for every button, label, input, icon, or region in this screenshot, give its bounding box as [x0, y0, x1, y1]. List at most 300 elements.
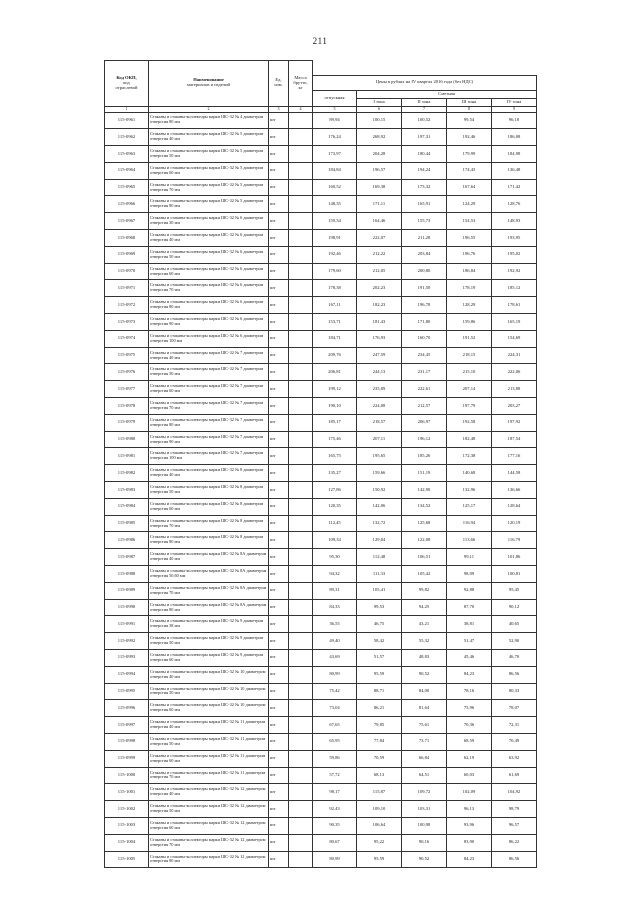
- table-body: [105, 112, 537, 868]
- row-release-price: 80,99: [313, 851, 357, 868]
- row-code: 115-0962: [105, 129, 149, 146]
- row-code: 115-0975: [105, 347, 149, 364]
- row-zone1-price: 115,87: [357, 784, 402, 801]
- row-zone4-price: 78,07: [492, 700, 537, 717]
- row-name: Стаканы и стаканы-коллекторы марки ШС-32 № 6 диаметром отверстия 80 мм: [149, 297, 269, 314]
- row-release-price: 159,34: [313, 213, 357, 230]
- row-zone4-price: 193,95: [492, 230, 537, 247]
- row-zone2-price: 125,68: [402, 515, 447, 532]
- table-row: [105, 750, 537, 767]
- row-zone3-price: 113,66: [447, 532, 492, 549]
- row-unit: шт: [269, 230, 289, 247]
- col-number: 8: [447, 106, 492, 112]
- row-release-price: 178,38: [313, 280, 357, 297]
- row-zone2-price: 191,50: [402, 280, 447, 297]
- row-zone2-price: 90,16: [402, 834, 447, 851]
- row-zone3-price: 92,88: [447, 582, 492, 599]
- row-zone1-price: 169,38: [357, 179, 402, 196]
- table-row: [105, 767, 537, 784]
- row-zone2-price: 100,52: [402, 112, 447, 129]
- row-zone4-price: 165,19: [492, 314, 537, 331]
- row-name: Стаканы и стаканы-коллекторы марки ШС-32 № 8А диаметром отверстия 80 мм: [149, 599, 269, 616]
- row-mass: [289, 717, 313, 734]
- row-zone1-price: 77,84: [357, 733, 402, 750]
- table-row: [105, 230, 537, 247]
- row-code: 115-0973: [105, 314, 149, 331]
- row-zone4-price: 90,12: [492, 599, 537, 616]
- row-zone4-price: 80,33: [492, 683, 537, 700]
- row-zone1-price: 150,92: [357, 482, 402, 499]
- row-unit: шт: [269, 515, 289, 532]
- row-mass: [289, 230, 313, 247]
- row-code: 115-0971: [105, 280, 149, 297]
- row-code: 115-0990: [105, 599, 149, 616]
- row-zone1-price: 159,66: [357, 465, 402, 482]
- row-zone2-price: 64,51: [402, 767, 447, 784]
- row-mass: [289, 364, 313, 381]
- row-zone2-price: 103,31: [402, 801, 447, 818]
- row-unit: шт: [269, 801, 289, 818]
- row-release-price: 49,40: [313, 633, 357, 650]
- price-table: [104, 60, 537, 868]
- row-mass: [289, 498, 313, 515]
- row-unit: шт: [269, 817, 289, 834]
- row-release-price: 94,32: [313, 566, 357, 583]
- row-release-price: 184,71: [313, 330, 357, 347]
- row-zone1-price: 112,48: [357, 549, 402, 566]
- row-zone2-price: 197,31: [402, 129, 447, 146]
- row-mass: [289, 213, 313, 230]
- row-zone2-price: 196,12: [402, 431, 447, 448]
- table-row: [105, 364, 537, 381]
- row-name: Стаканы и стаканы-коллекторы марки ШС-32 № 9 диаметром отверстия 38 мм: [149, 616, 269, 633]
- table-row: [105, 431, 537, 448]
- row-zone1-price: 207,11: [357, 431, 402, 448]
- row-zone2-price: 55,32: [402, 633, 447, 650]
- row-mass: [289, 398, 313, 415]
- row-name: Стаканы и стаканы-коллекторы марки ШС-32 № 9 диаметром отверстия 60 мм: [149, 650, 269, 667]
- row-zone2-price: 99,82: [402, 582, 447, 599]
- row-mass: [289, 851, 313, 868]
- row-name: Стаканы и стаканы-коллекторы марки ШС-32 № 7 диаметром отверстия 100 мм: [149, 448, 269, 465]
- row-release-price: 89,31: [313, 582, 357, 599]
- row-unit: шт: [269, 179, 289, 196]
- row-zone1-price: 99,53: [357, 599, 402, 616]
- row-unit: шт: [269, 196, 289, 213]
- row-zone4-price: 120,19: [492, 515, 537, 532]
- row-release-price: 179,60: [313, 263, 357, 280]
- row-mass: [289, 465, 313, 482]
- table-row: [105, 599, 537, 616]
- col-number: 7: [402, 106, 447, 112]
- row-name: Стаканы и стаканы-коллекторы марки ШС-32 № 10 диаметром отверстия 60 мм: [149, 700, 269, 717]
- row-zone1-price: 109,10: [357, 801, 402, 818]
- row-mass: [289, 683, 313, 700]
- row-zone3-price: 179,99: [447, 146, 492, 163]
- row-release-price: 43,69: [313, 650, 357, 667]
- row-mass: [289, 515, 313, 532]
- col-number: 1: [105, 106, 149, 112]
- table-row: [105, 398, 537, 415]
- col-number: 5: [313, 106, 357, 112]
- header-mass: Масса брутто, кг: [289, 61, 313, 107]
- row-zone1-price: 70,59: [357, 750, 402, 767]
- row-name: Стаканы и стаканы-коллекторы марки ШС-32 № 8 диаметром отверстия 60 мм: [149, 498, 269, 515]
- row-unit: шт: [269, 448, 289, 465]
- row-unit: шт: [269, 364, 289, 381]
- row-unit: шт: [269, 750, 289, 767]
- row-zone3-price: 192,46: [447, 129, 492, 146]
- row-zone1-price: 212,22: [357, 246, 402, 263]
- row-zone2-price: 84,00: [402, 683, 447, 700]
- col-number: 3: [269, 106, 289, 112]
- row-zone3-price: 45,46: [447, 650, 492, 667]
- row-zone4-price: 195,02: [492, 246, 537, 263]
- row-name: Стаканы и стаканы-коллекторы марки ШС-32 № 12 диаметром отверстия 50 мм: [149, 801, 269, 818]
- row-zone2-price: 73,71: [402, 733, 447, 750]
- row-zone2-price: 100,98: [402, 817, 447, 834]
- table-row: [105, 549, 537, 566]
- row-code: 115-1005: [105, 851, 149, 868]
- row-name: Стаканы и стаканы-коллекторы марки ШС-32 № 8А диаметром отверстия 50,60 мм: [149, 566, 269, 583]
- row-zone1-price: 268,92: [357, 129, 402, 146]
- row-zone2-price: 151,19: [402, 465, 447, 482]
- row-zone1-price: 224,08: [357, 398, 402, 415]
- table-row: [105, 196, 537, 213]
- table-row: [105, 314, 537, 331]
- row-zone4-price: 116,79: [492, 532, 537, 549]
- row-name: Стаканы и стаканы-коллекторы марки ШС-32 № 10 диаметром отверстия 40 мм: [149, 666, 269, 683]
- row-release-price: 206,81: [313, 364, 357, 381]
- table-row: [105, 179, 537, 196]
- row-release-price: 190,10: [313, 398, 357, 415]
- row-code: 115-0997: [105, 717, 149, 734]
- row-mass: [289, 179, 313, 196]
- row-unit: шт: [269, 633, 289, 650]
- row-unit: шт: [269, 414, 289, 431]
- row-zone4-price: 100,81: [492, 566, 537, 583]
- row-mass: [289, 633, 313, 650]
- row-zone2-price: 66,84: [402, 750, 447, 767]
- row-code: 115-0991: [105, 616, 149, 633]
- row-zone1-price: 204,28: [357, 146, 402, 163]
- row-zone3-price: 167,64: [447, 179, 492, 196]
- row-zone1-price: 176,93: [357, 330, 402, 347]
- row-name: Стаканы и стаканы-коллекторы марки ШС-32 № 8А диаметром отверстия 40 мм: [149, 549, 269, 566]
- row-zone2-price: 180,44: [402, 146, 447, 163]
- row-release-price: 67,65: [313, 717, 357, 734]
- row-zone2-price: 43,21: [402, 616, 447, 633]
- row-name: Стаканы и стаканы-коллекторы марки ШС-32 № 6 диаметром отверстия 30 мм: [149, 213, 269, 230]
- row-release-price: 65,95: [313, 733, 357, 750]
- table-row: [105, 414, 537, 431]
- row-code: 115-0989: [105, 582, 149, 599]
- row-zone3-price: 70,36: [447, 717, 492, 734]
- header-zone3: III зона: [447, 98, 492, 106]
- row-zone3-price: 191,52: [447, 330, 492, 347]
- row-zone1-price: 95,22: [357, 834, 402, 851]
- row-name: Стаканы и стаканы-коллекторы марки ШС-32 № 7 диаметром отверстия 70 мм: [149, 398, 269, 415]
- row-release-price: 165,75: [313, 448, 357, 465]
- row-code: 115-1000: [105, 767, 149, 784]
- row-zone2-price: 173,32: [402, 179, 447, 196]
- row-unit: шт: [269, 616, 289, 633]
- row-zone2-price: 81,64: [402, 700, 447, 717]
- row-unit: шт: [269, 297, 289, 314]
- col-number: 6: [357, 106, 402, 112]
- row-zone2-price: 122,08: [402, 532, 447, 549]
- row-zone2-price: 206,97: [402, 414, 447, 431]
- row-zone1-price: 106,64: [357, 817, 402, 834]
- row-zone3-price: 116,94: [447, 515, 492, 532]
- row-unit: шт: [269, 431, 289, 448]
- row-zone3-price: 75,96: [447, 700, 492, 717]
- row-zone2-price: 90,52: [402, 851, 447, 868]
- row-zone3-price: 96,13: [447, 801, 492, 818]
- row-unit: шт: [269, 129, 289, 146]
- header-release: отпускная: [313, 90, 357, 106]
- row-unit: шт: [269, 280, 289, 297]
- row-name: Стаканы и стаканы-коллекторы марки ШС-32 № 12 диаметром отверстия 40 мм: [149, 784, 269, 801]
- row-code: 115-0999: [105, 750, 149, 767]
- row-zone3-price: 68,59: [447, 733, 492, 750]
- row-name: Стаканы и стаканы-коллекторы марки ШС-32 № 5 диаметром отверстия 70 мм: [149, 179, 269, 196]
- row-zone4-price: 186,08: [492, 129, 537, 146]
- row-mass: [289, 196, 313, 213]
- row-release-price: 92,43: [313, 801, 357, 818]
- table-row: [105, 650, 537, 667]
- row-code: 115-0970: [105, 263, 149, 280]
- row-zone1-price: 132,72: [357, 515, 402, 532]
- row-unit: шт: [269, 347, 289, 364]
- row-zone4-price: 184,98: [492, 146, 537, 163]
- header-zone2: II зона: [402, 98, 447, 106]
- row-mass: [289, 112, 313, 129]
- row-zone4-price: 203,27: [492, 398, 537, 415]
- row-name: Стаканы и стаканы-коллекторы марки ШС-32 № 10 диаметром отверстия 50 мм: [149, 683, 269, 700]
- row-zone2-price: 222,61: [402, 381, 447, 398]
- row-mass: [289, 817, 313, 834]
- row-zone4-price: 224,31: [492, 347, 537, 364]
- row-unit: шт: [269, 112, 289, 129]
- row-mass: [289, 650, 313, 667]
- table-row: [105, 263, 537, 280]
- row-code: 115-1003: [105, 817, 149, 834]
- row-release-price: 209,76: [313, 347, 357, 364]
- row-release-price: 90,35: [313, 817, 357, 834]
- row-zone3-price: 192,58: [447, 414, 492, 431]
- row-mass: [289, 246, 313, 263]
- row-release-price: 192,46: [313, 246, 357, 263]
- table-row: [105, 498, 537, 515]
- row-zone1-price: 88,71: [357, 683, 402, 700]
- row-unit: шт: [269, 717, 289, 734]
- col-number: 2: [149, 106, 269, 112]
- row-unit: шт: [269, 498, 289, 515]
- table-row: [105, 851, 537, 868]
- row-release-price: 109,34: [313, 532, 357, 549]
- row-code: 115-0968: [105, 230, 149, 247]
- row-unit: шт: [269, 314, 289, 331]
- row-zone4-price: 98,79: [492, 801, 537, 818]
- row-unit: шт: [269, 834, 289, 851]
- table-row: [105, 515, 537, 532]
- row-zone3-price: 172,38: [447, 448, 492, 465]
- row-name: Стаканы и стаканы-коллекторы марки ШС-32 № 11 диаметром отверстия 50 мм: [149, 733, 269, 750]
- table-row: [105, 381, 537, 398]
- row-name: Стаканы и стаканы-коллекторы марки ШС-32 № 8 диаметром отверстия 80 мм: [149, 532, 269, 549]
- row-unit: шт: [269, 582, 289, 599]
- row-mass: [289, 448, 313, 465]
- header-zone4: IV зона: [492, 98, 537, 106]
- table-row: [105, 482, 537, 499]
- row-zone2-price: 234,45: [402, 347, 447, 364]
- row-name: Стаканы и стаканы-коллекторы марки ШС-32 № 7 диаметром отверстия 90 мм: [149, 431, 269, 448]
- row-zone1-price: 51,57: [357, 650, 402, 667]
- row-zone1-price: 79,85: [357, 717, 402, 734]
- row-name: Стаканы и стаканы-коллекторы марки ШС-32 № 7 диаметром отверстия 40 мм: [149, 347, 269, 364]
- row-code: 115-0978: [105, 398, 149, 415]
- row-zone1-price: 182,23: [357, 297, 402, 314]
- row-zone1-price: 95,59: [357, 666, 402, 683]
- row-zone1-price: 164,46: [357, 213, 402, 230]
- table-row: [105, 347, 537, 364]
- table-row: [105, 246, 537, 263]
- row-release-price: 89,94: [313, 112, 357, 129]
- row-code: 115-0972: [105, 297, 149, 314]
- header-price-group: Цены в рублях на IV квартал 2016 года (без НДС): [313, 75, 537, 90]
- row-release-price: 98,17: [313, 784, 357, 801]
- row-mass: [289, 582, 313, 599]
- row-code: 115-0988: [105, 566, 149, 583]
- row-release-price: 184,84: [313, 162, 357, 179]
- row-mass: [289, 129, 313, 146]
- row-unit: шт: [269, 532, 289, 549]
- row-zone4-price: 63,92: [492, 750, 537, 767]
- row-name: Стаканы и стаканы-коллекторы марки ШС-32 № 5 диаметром отверстия 60 мм: [149, 162, 269, 179]
- row-zone2-price: 75,61: [402, 717, 447, 734]
- row-unit: шт: [269, 700, 289, 717]
- row-zone2-price: 94,25: [402, 599, 447, 616]
- row-code: 115-0977: [105, 381, 149, 398]
- row-zone3-price: 128,29: [447, 297, 492, 314]
- row-zone4-price: 86,56: [492, 851, 537, 868]
- row-code: 115-0987: [105, 549, 149, 566]
- row-zone1-price: 68,13: [357, 767, 402, 784]
- row-zone3-price: 84,23: [447, 851, 492, 868]
- table-row: [105, 448, 537, 465]
- header-unit: Ед. изм.: [269, 61, 289, 107]
- row-zone3-price: 207,14: [447, 381, 492, 398]
- row-mass: [289, 733, 313, 750]
- row-zone1-price: 202,23: [357, 280, 402, 297]
- table-row: [105, 566, 537, 583]
- row-code: 115-0986: [105, 532, 149, 549]
- row-zone2-price: 105,42: [402, 566, 447, 583]
- row-zone1-price: 195,65: [357, 448, 402, 465]
- row-mass: [289, 616, 313, 633]
- row-zone3-price: 102,09: [447, 784, 492, 801]
- row-code: 115-0994: [105, 666, 149, 683]
- row-name: Стаканы и стаканы-коллекторы марки ШС-32 № 11 диаметром отверстия 60 мм: [149, 750, 269, 767]
- row-mass: [289, 599, 313, 616]
- row-zone1-price: 218,57: [357, 414, 402, 431]
- row-zone4-price: 177,16: [492, 448, 537, 465]
- row-zone4-price: 101,86: [492, 549, 537, 566]
- row-release-price: 57,72: [313, 767, 357, 784]
- row-zone4-price: 40,65: [492, 616, 537, 633]
- row-zone3-price: 84,23: [447, 666, 492, 683]
- row-release-price: 80,99: [313, 666, 357, 683]
- row-zone2-price: 155,73: [402, 213, 447, 230]
- row-mass: [289, 431, 313, 448]
- row-code: 115-0976: [105, 364, 149, 381]
- row-name: Стаканы и стаканы-коллекторы марки ШС-32 № 11 диаметром отверстия 40 мм: [149, 717, 269, 734]
- row-zone2-price: 160,70: [402, 330, 447, 347]
- row-code: 115-1002: [105, 801, 149, 818]
- row-mass: [289, 162, 313, 179]
- table-row: [105, 280, 537, 297]
- row-name: Стаканы и стаканы-коллекторы марки ШС-32 № 8 диаметром отверстия 70 мм: [149, 515, 269, 532]
- row-zone4-price: 213,88: [492, 381, 537, 398]
- table-row: [105, 683, 537, 700]
- row-zone2-price: 142,90: [402, 482, 447, 499]
- row-unit: шт: [269, 599, 289, 616]
- row-zone3-price: 218,15: [447, 347, 492, 364]
- row-name: Стаканы и стаканы-коллекторы марки ШС-32 № 5 диаметром отверстия 80 мм: [149, 196, 269, 213]
- row-zone1-price: 129,04: [357, 532, 402, 549]
- row-zone2-price: 231,17: [402, 364, 447, 381]
- table-row: [105, 129, 537, 146]
- row-name: Стаканы и стаканы-коллекторы марки ШС-32 № 6 диаметром отверстия 70 мм: [149, 280, 269, 297]
- row-name: Стаканы и стаканы-коллекторы марки ШС-32 № 6 диаметром отверстия 40 мм: [149, 230, 269, 247]
- row-zone3-price: 159,86: [447, 314, 492, 331]
- row-unit: шт: [269, 146, 289, 163]
- table-row: [105, 616, 537, 633]
- row-release-price: 112,45: [313, 515, 357, 532]
- row-zone1-price: 244,13: [357, 364, 402, 381]
- row-zone1-price: 171,11: [357, 196, 402, 213]
- table-row: [105, 801, 537, 818]
- row-mass: [289, 414, 313, 431]
- row-zone3-price: 99,54: [447, 112, 492, 129]
- row-release-price: 175,46: [313, 431, 357, 448]
- row-zone1-price: 95,59: [357, 851, 402, 868]
- table-row: [105, 784, 537, 801]
- row-unit: шт: [269, 851, 289, 868]
- row-zone4-price: 128,64: [492, 498, 537, 515]
- page-number: 211: [312, 36, 328, 46]
- row-unit: шт: [269, 666, 289, 683]
- row-unit: шт: [269, 381, 289, 398]
- row-code: 115-1004: [105, 834, 149, 851]
- row-release-price: 73,04: [313, 700, 357, 717]
- row-code: 115-0969: [105, 246, 149, 263]
- row-code: 115-0963: [105, 146, 149, 163]
- row-zone4-price: 144,58: [492, 465, 537, 482]
- row-unit: шт: [269, 683, 289, 700]
- row-name: Стаканы и стаканы-коллекторы марки ШС-32 № 8 диаметром отверстия 50 мм: [149, 482, 269, 499]
- row-release-price: 84,33: [313, 599, 357, 616]
- row-zone3-price: 124,29: [447, 196, 492, 213]
- row-zone2-price: 212,57: [402, 398, 447, 415]
- row-zone4-price: 86,56: [492, 666, 537, 683]
- row-zone3-price: 132,96: [447, 482, 492, 499]
- row-mass: [289, 482, 313, 499]
- row-code: 115-0981: [105, 448, 149, 465]
- header-estimated: Сметная: [357, 90, 537, 98]
- row-zone1-price: 105,41: [357, 582, 402, 599]
